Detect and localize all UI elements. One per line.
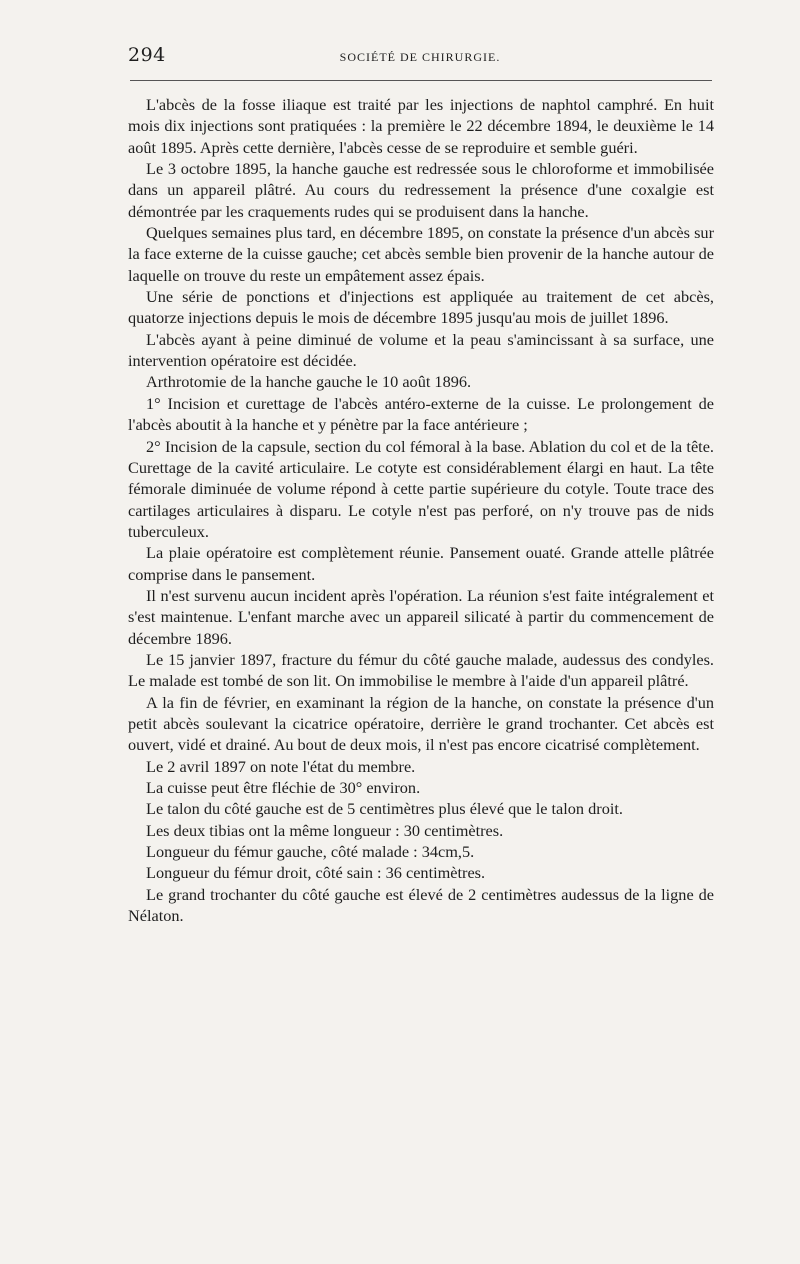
paragraph: La cuisse peut être fléchie de 30° environ. — [146, 778, 421, 797]
paragraph: Longueur du fémur gauche, côté malade : 34cm,5. — [146, 842, 475, 862]
paragraph: A la fin de février, en examinant la région de la hanche, on constate la présence d'un petit abcès soulevant la cicatrice opératoire, derrière le grand trochanter. Cet abcès est ouvert, vidé et drainé. Au bout de deux mois, il n'est pas encore cicatrisé complètement. — [128, 692, 714, 755]
paragraph: Longueur du fémur droit, côté sain : 36 centimètres. — [146, 863, 486, 883]
paragraph: Le 3 octobre 1895, la hanche gauche est redressée sous le chloroforme et immobilisée dans un appareil plâtré. Au cours du redressement la présence d'une coxalgie est démontrée par les craquements rudes qui se produisent dans la hanche. — [128, 159, 714, 221]
page-number: 294 — [128, 44, 166, 66]
header-rule — [130, 80, 712, 81]
paragraph: Quelques semaines plus tard, en décembre 1895, on constate la présence d'un abcès sur la face externe de la cuisse gauche; cet abcès semble bien provenir de la hanche autour de laquelle on trouve du reste un empâtement assez épais. — [128, 223, 714, 285]
running-head: SOCIÉTÉ DE CHIRURGIE. — [339, 50, 501, 64]
paragraph: La plaie opératoire est complètement réunie. Pansement ouaté. Grande attelle plâtrée comprise dans le pansement. — [128, 543, 714, 584]
paragraph: Le talon du côté gauche est de 5 centimètres plus élevé que le talon droit. — [146, 799, 623, 819]
paragraph: Le 2 avril 1897 on note l'état du membre. — [146, 756, 416, 776]
paragraph: 1° Incision et curettage de l'abcès antéro-externe de la cuisse. Le prolongement de l'abcès aboutit à la hanche et y pénètre par la face antérieure ; — [128, 393, 714, 435]
page-header — [128, 44, 712, 70]
paragraph: Les deux tibias ont la même longueur : 30 centimètres. — [146, 820, 504, 840]
paragraph: L'abcès ayant à peine diminué de volume et la peau s'amincissant à sa surface, une intervention opératoire est décidée. — [128, 329, 714, 371]
paragraph: L'abcès de la fosse iliaque est traité par les injections de naphtol camphré. En huit mois dix injections sont pratiquées : la première le 22 décembre 1894, le deuxième le 14 août 1895. Après cette dernière, l'abcès cesse de se reproduire et semble guéri. — [128, 95, 714, 157]
paragraph: Il n'est survenu aucun incident après l'opération. La réunion s'est faite intégralement et s'est maintenue. L'enfant marche avec un appareil silicaté à partir du commencement de décembre 1896. — [128, 585, 714, 648]
body-text — [128, 94, 714, 926]
paragraph: Une série de ponctions et d'injections est appliquée au traitement de cet abcès, quatorze injections depuis le mois de décembre 1895 jusqu'au mois de juillet 1896. — [128, 287, 714, 328]
paragraph: Le grand trochanter du côté gauche est élevé de 2 centimètres audessus de la ligne de Nélaton. — [128, 884, 714, 926]
paragraph: 2° Incision de la capsule, section du col fémoral à la base. Ablation du col et de la tête. Curettage de la cavité articulaire. Le cotyte est considérablement élargi en haut. La tête fémorale diminuée de volume répond à cette partie supérieure du cotyle. Toute trace des cartilages articulaires à disparu. Le cotyle n'est pas perforé, on n'y trouve pas de nids tuberculeux. — [128, 436, 714, 541]
paragraph: Le 15 janvier 1897, fracture du fémur du côté gauche malade, audessus des condyles. Le malade est tombé de son lit. On immobilise le membre à l'aide d'un appareil plâtré. — [128, 649, 714, 691]
paragraph: Arthrotomie de la hanche gauche le 10 août 1896. — [146, 372, 472, 392]
